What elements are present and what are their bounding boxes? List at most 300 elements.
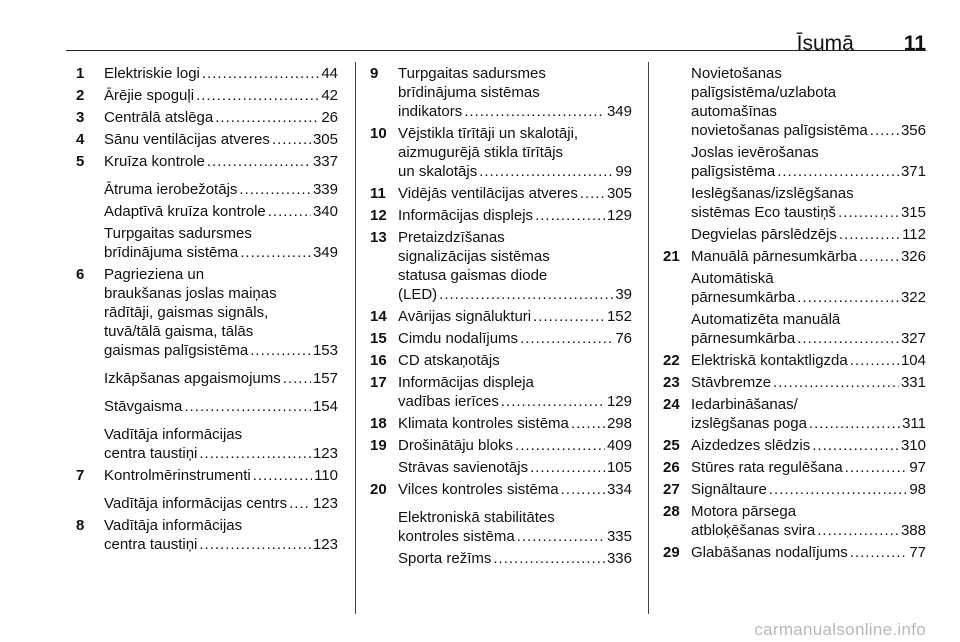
entry-text-line: braukšanas joslas maiņas [104, 285, 277, 302]
index-entry [663, 184, 926, 222]
entry-page-number: 123 [312, 495, 338, 512]
entry-last-line [691, 458, 926, 477]
dot-leader [817, 521, 899, 540]
dot-leader [493, 549, 605, 568]
dot-leader [769, 480, 907, 499]
entry-body [398, 184, 632, 203]
entry-text: Stāvbremze [691, 374, 772, 391]
entry-number [76, 494, 104, 513]
entry-last-line [398, 436, 632, 455]
entry-number [76, 180, 104, 199]
entry-text: Stūres rata regulēšana [691, 459, 843, 476]
entry-number: 4 [76, 131, 85, 148]
entry-number: 23 [663, 374, 680, 391]
index-entry [370, 64, 632, 121]
index-entry [370, 184, 632, 203]
entry-last-line [691, 121, 926, 140]
index-entry [76, 152, 338, 171]
entry-text-line: Informācijas displeja [398, 374, 534, 391]
entry-number: 18 [370, 415, 387, 432]
entry-number: 5 [76, 153, 85, 170]
entry-page-number: 409 [606, 437, 632, 454]
entry-page-number: 337 [312, 153, 338, 170]
entry-number: 22 [663, 352, 680, 369]
dot-leader [530, 458, 605, 477]
dot-leader [464, 102, 605, 121]
entry-page-number: 77 [909, 544, 926, 561]
entry-page-number: 327 [900, 330, 926, 347]
dot-leader [870, 121, 899, 140]
entry-text: Klimata kontroles sistēma [398, 415, 569, 432]
entry-text: Cimdu nodalījums [398, 330, 519, 347]
entry-last-line [691, 414, 926, 433]
index-entry [76, 224, 338, 262]
dot-leader [520, 329, 613, 348]
index-entry [370, 480, 632, 499]
index-entry [370, 436, 632, 455]
entry-number: 20 [370, 481, 387, 498]
index-entry [370, 124, 632, 181]
entry-text: Vidējās ventilācijas atveres [398, 185, 578, 202]
entry-number [663, 184, 691, 222]
entry-text: Elektriskā kontaktligzda [691, 352, 848, 369]
entry-number: 1 [76, 65, 85, 82]
page-header [797, 24, 926, 56]
entry-body [398, 228, 632, 304]
entry-text: Strāvas savienotājs [398, 459, 529, 476]
entry-last-line [104, 86, 338, 105]
entry-text-line: Iedarbināšanas/ [691, 396, 798, 413]
entry-page-number: 44 [321, 65, 338, 82]
entry-number: 28 [663, 503, 680, 520]
entry-text-line: tuvā/tālā gaisma, tālās [104, 323, 254, 340]
entry-number: 7 [76, 467, 85, 484]
entry-text: Kontrolmērinstrumenti [104, 467, 251, 484]
page-title: Īsumā [796, 32, 854, 55]
entry-last-line [104, 152, 338, 171]
entry-text: vadības ierīces [398, 393, 499, 410]
entry-text-line: rādītāji, gaismas signāls, [104, 304, 269, 321]
entry-body [398, 373, 632, 411]
entry-last-line [104, 444, 338, 463]
index-entry [663, 143, 926, 181]
entry-number: 24 [663, 396, 680, 413]
entry-text: Ātruma ierobežotājs [104, 181, 238, 198]
entry-last-line [691, 247, 926, 266]
index-entry [663, 373, 926, 392]
entry-text: Elektriskie logi [104, 65, 200, 82]
entry-page-number: 349 [606, 103, 632, 120]
entry-text: Vadītāja informācijas centrs [104, 495, 288, 512]
entry-text-line: statusa gaismas diode [398, 267, 548, 284]
entry-page-number: 334 [606, 481, 632, 498]
dot-leader [571, 414, 605, 433]
entry-page-number: 356 [900, 122, 926, 139]
dot-leader [812, 436, 899, 455]
entry-number: 29 [663, 544, 680, 561]
entry-text-line: Pagrieziena un [104, 266, 205, 283]
dot-leader [797, 329, 899, 348]
entry-text: sistēmas Eco taustiņš [691, 204, 837, 221]
entry-body [104, 86, 338, 105]
entry-page-number: 152 [606, 308, 632, 325]
index-entry [663, 480, 926, 499]
entry-last-line [691, 203, 926, 222]
entry-number [663, 225, 691, 244]
index-entry [76, 86, 338, 105]
entry-page-number: 112 [902, 226, 926, 243]
entry-number: 27 [663, 481, 680, 498]
dot-leader [797, 288, 899, 307]
index-entry [370, 414, 632, 433]
dot-leader [845, 458, 908, 477]
entry-number [370, 508, 398, 546]
entry-number: 16 [370, 352, 387, 369]
index-entry [76, 494, 338, 513]
index-entry [663, 310, 926, 348]
index-entry [663, 247, 926, 266]
entry-number [663, 269, 691, 307]
entry-text: Glabāšanas nodalījums [691, 544, 848, 561]
index-entry [76, 64, 338, 83]
entry-body [398, 508, 632, 546]
entry-body [691, 269, 926, 307]
entry-text: Centrālā atslēga [104, 109, 214, 126]
entry-body [104, 369, 338, 388]
entry-text-line: Vadītāja informācijas [104, 426, 243, 443]
entry-body [398, 549, 632, 568]
entry-number [370, 549, 398, 568]
dot-leader [773, 373, 899, 392]
entry-body [104, 466, 338, 485]
entry-body [691, 543, 926, 562]
dot-leader [253, 466, 312, 485]
entry-text: Avārijas signālukturi [398, 308, 532, 325]
index-entry [370, 373, 632, 411]
entry-last-line [398, 102, 632, 121]
entry-number [663, 64, 691, 140]
entry-text: indikators [398, 103, 463, 120]
entry-page-number: 388 [900, 522, 926, 539]
entry-number: 10 [370, 125, 387, 142]
entry-text: Stāvgaisma [104, 398, 183, 415]
dot-leader [533, 307, 605, 326]
entry-last-line [104, 369, 338, 388]
index-entry [76, 425, 338, 463]
entry-text: (LED) [398, 286, 438, 303]
dot-leader [272, 130, 311, 149]
entry-number: 12 [370, 207, 387, 224]
index-entry [76, 108, 338, 127]
entry-number: 13 [370, 229, 387, 246]
entry-page-number: 154 [312, 398, 338, 415]
entry-body [691, 143, 926, 181]
entry-text-line: Elektroniskā stabilitātes [398, 509, 555, 526]
entry-last-line [691, 225, 926, 244]
index-entry [663, 502, 926, 540]
entry-last-line [398, 285, 632, 304]
dot-leader [515, 436, 605, 455]
entry-last-line [398, 480, 632, 499]
entry-number: 25 [663, 437, 680, 454]
index-column-2 [370, 64, 632, 571]
dot-leader [239, 180, 311, 199]
entry-page-number: 99 [615, 163, 632, 180]
entry-body [691, 502, 926, 540]
dot-leader [859, 247, 899, 266]
entry-text-line: automašīnas [691, 103, 777, 120]
entry-text: novietošanas palīgsistēma [691, 122, 868, 139]
index-entry [76, 466, 338, 485]
entry-last-line [398, 458, 632, 477]
index-entry [76, 202, 338, 221]
entry-number: 26 [663, 459, 680, 476]
index-entry [76, 265, 338, 360]
dot-leader [580, 184, 605, 203]
dot-leader [199, 444, 311, 463]
entry-last-line [104, 180, 338, 199]
dot-leader [196, 86, 319, 105]
entry-page-number: 305 [312, 131, 338, 148]
entry-body [104, 152, 338, 171]
entry-number: 2 [76, 87, 85, 104]
entry-text-line: Ieslēgšanas/izslēgšanas [691, 185, 854, 202]
entry-last-line [104, 397, 338, 416]
entry-body [691, 458, 926, 477]
index-column-1 [76, 64, 338, 557]
dot-leader [250, 341, 311, 360]
entry-number: 9 [370, 65, 379, 82]
entry-text: Degvielas pārslēdzējs [691, 226, 837, 243]
entry-text-line: Novietošanas [691, 65, 782, 82]
entry-page-number: 339 [312, 181, 338, 198]
entry-last-line [398, 392, 632, 411]
dot-leader [289, 494, 311, 513]
index-entry [663, 436, 926, 455]
entry-text-line: Vējstikla tīrītāji un skalotāji, [398, 125, 579, 142]
entry-last-line [104, 202, 338, 221]
entry-text-line: signalizācijas sistēmas [398, 248, 550, 265]
entry-page-number: 97 [909, 459, 926, 476]
dot-leader [184, 397, 311, 416]
entry-page-number: 340 [312, 203, 338, 220]
dot-leader [215, 108, 319, 127]
entry-page-number: 371 [900, 163, 926, 180]
entry-body [104, 202, 338, 221]
dot-leader [839, 225, 900, 244]
entry-body [691, 247, 926, 266]
entry-page-number: 26 [321, 109, 338, 126]
entry-last-line [398, 329, 632, 348]
dot-leader [535, 206, 605, 225]
entry-body [398, 480, 632, 499]
index-entry [663, 64, 926, 140]
entry-text: Sānu ventilācijas atveres [104, 131, 270, 148]
entry-page-number: 322 [900, 289, 926, 306]
entry-text-line: Automatizēta manuālā [691, 311, 841, 328]
entry-text-line: aizmugurējā stikla tīrītājs [398, 144, 564, 161]
dot-leader [479, 162, 613, 181]
entry-text: Kruīza kontrole [104, 153, 205, 170]
entry-text-line: Vadītāja informācijas [104, 517, 243, 534]
index-entry [370, 228, 632, 304]
entry-body [104, 516, 338, 554]
entry-body [104, 180, 338, 199]
entry-text: un skalotājs [398, 163, 478, 180]
entry-text: Manuālā pārnesumkārba [691, 248, 857, 265]
entry-number: 11 [370, 185, 386, 202]
entry-body [691, 310, 926, 348]
dot-leader [207, 152, 311, 171]
entry-number: 19 [370, 437, 387, 454]
entry-body [104, 130, 338, 149]
dot-leader [850, 543, 908, 562]
entry-body [691, 436, 926, 455]
entry-last-line [104, 108, 338, 127]
entry-page-number: 42 [321, 87, 338, 104]
entry-text-line: brīdinājuma sistēmas [398, 84, 540, 101]
index-entry [370, 329, 632, 348]
entry-text: Vilces kontroles sistēma [398, 481, 559, 498]
entry-text-line: Joslas ievērošanas [691, 144, 819, 161]
entry-number: 14 [370, 308, 387, 325]
entry-number [76, 425, 104, 463]
entry-number [76, 397, 104, 416]
entry-last-line [691, 373, 926, 392]
entry-page-number: 123 [312, 445, 338, 462]
index-entry [76, 369, 338, 388]
entry-text-line: Automātiskā [691, 270, 774, 287]
entry-body [104, 265, 338, 360]
entry-last-line [691, 288, 926, 307]
entry-page-number: 349 [312, 244, 338, 261]
entry-body [398, 414, 632, 433]
entry-text-line: Motora pārsega [691, 503, 797, 520]
index-entry [370, 307, 632, 326]
entry-body [104, 425, 338, 463]
entry-page-number: 129 [606, 207, 632, 224]
entry-page-number: 105 [606, 459, 632, 476]
entry-text: gaismas palīgsistēma [104, 342, 249, 359]
entry-last-line [398, 206, 632, 225]
entry-body [398, 436, 632, 455]
entry-text: pārnesumkārba [691, 330, 796, 347]
entry-page-number: 153 [312, 342, 338, 359]
index-entry [76, 180, 338, 199]
entry-last-line [398, 184, 632, 203]
index-entry [370, 508, 632, 546]
entry-last-line [398, 162, 632, 181]
entry-last-line [104, 243, 338, 262]
entry-body [691, 64, 926, 140]
entry-last-line [691, 351, 926, 370]
watermark: carmanualsonline.info [754, 620, 926, 639]
entry-last-line [691, 480, 926, 499]
entry-text: Adaptīvā kruīza kontrole [104, 203, 266, 220]
dot-leader [199, 535, 311, 554]
entry-body [691, 225, 926, 244]
entry-number [76, 202, 104, 221]
entry-last-line [398, 549, 632, 568]
entry-text: palīgsistēma [691, 163, 776, 180]
entry-text: kontroles sistēma [398, 528, 515, 545]
entry-body [691, 373, 926, 392]
entry-text: Ārējie spoguļi [104, 87, 195, 104]
entry-body [691, 351, 926, 370]
entry-page-number: 305 [606, 185, 632, 202]
index-entry [76, 516, 338, 554]
entry-body [398, 124, 632, 181]
column-divider-2 [648, 62, 649, 614]
dot-leader [838, 203, 899, 222]
entry-page-number: 104 [900, 352, 926, 369]
entry-last-line [691, 329, 926, 348]
index-entry [663, 351, 926, 370]
entry-number: 8 [76, 517, 85, 534]
entry-text: Drošinātāju bloks [398, 437, 514, 454]
entry-last-line [691, 543, 926, 562]
entry-text-line: Pretaizdzīšanas [398, 229, 505, 246]
page-number: 11 [903, 32, 926, 55]
entry-page-number: 331 [900, 374, 926, 391]
entry-text: izslēgšanas poga [691, 415, 807, 432]
dot-leader [501, 392, 605, 411]
index-entry [370, 351, 632, 370]
entry-body [691, 480, 926, 499]
entry-last-line [104, 535, 338, 554]
entry-body [398, 458, 632, 477]
entry-last-line [691, 162, 926, 181]
entry-body [398, 307, 632, 326]
entry-body [398, 329, 632, 348]
dot-leader [809, 414, 900, 433]
entry-page-number: 326 [900, 248, 926, 265]
entry-text: Informācijas displejs [398, 207, 534, 224]
dot-leader [240, 243, 311, 262]
entry-text: centra taustiņi [104, 445, 198, 462]
entry-page-number: 76 [615, 330, 632, 347]
entry-last-line [104, 64, 338, 83]
index-entry [370, 458, 632, 477]
entry-text: pārnesumkārba [691, 289, 796, 306]
entry-last-line [691, 436, 926, 455]
dot-leader [517, 527, 605, 546]
entry-text: CD atskaņotājs [398, 352, 500, 369]
entry-number: 15 [370, 330, 387, 347]
entry-page-number: 336 [606, 550, 632, 567]
index-column-3 [663, 64, 926, 565]
entry-text: Sporta režīms [398, 550, 492, 567]
entry-page-number: 129 [606, 393, 632, 410]
entry-number: 17 [370, 374, 387, 391]
index-entry [76, 397, 338, 416]
entry-page-number: 310 [900, 437, 926, 454]
entry-body [104, 494, 338, 513]
entry-body [104, 108, 338, 127]
entry-text: brīdinājuma sistēma [104, 244, 239, 261]
entry-text: Izkāpšanas apgaismojums [104, 370, 281, 387]
entry-text: Aizdedzes slēdzis [691, 437, 811, 454]
entry-last-line [398, 527, 632, 546]
entry-text: Signāltaure [691, 481, 767, 498]
index-entry [663, 225, 926, 244]
entry-last-line [104, 341, 338, 360]
entry-page-number: 39 [615, 286, 632, 303]
entry-last-line [398, 351, 632, 370]
entry-page-number: 157 [312, 370, 338, 387]
entry-last-line [691, 521, 926, 540]
entry-text: atbloķēšanas svira [691, 522, 816, 539]
